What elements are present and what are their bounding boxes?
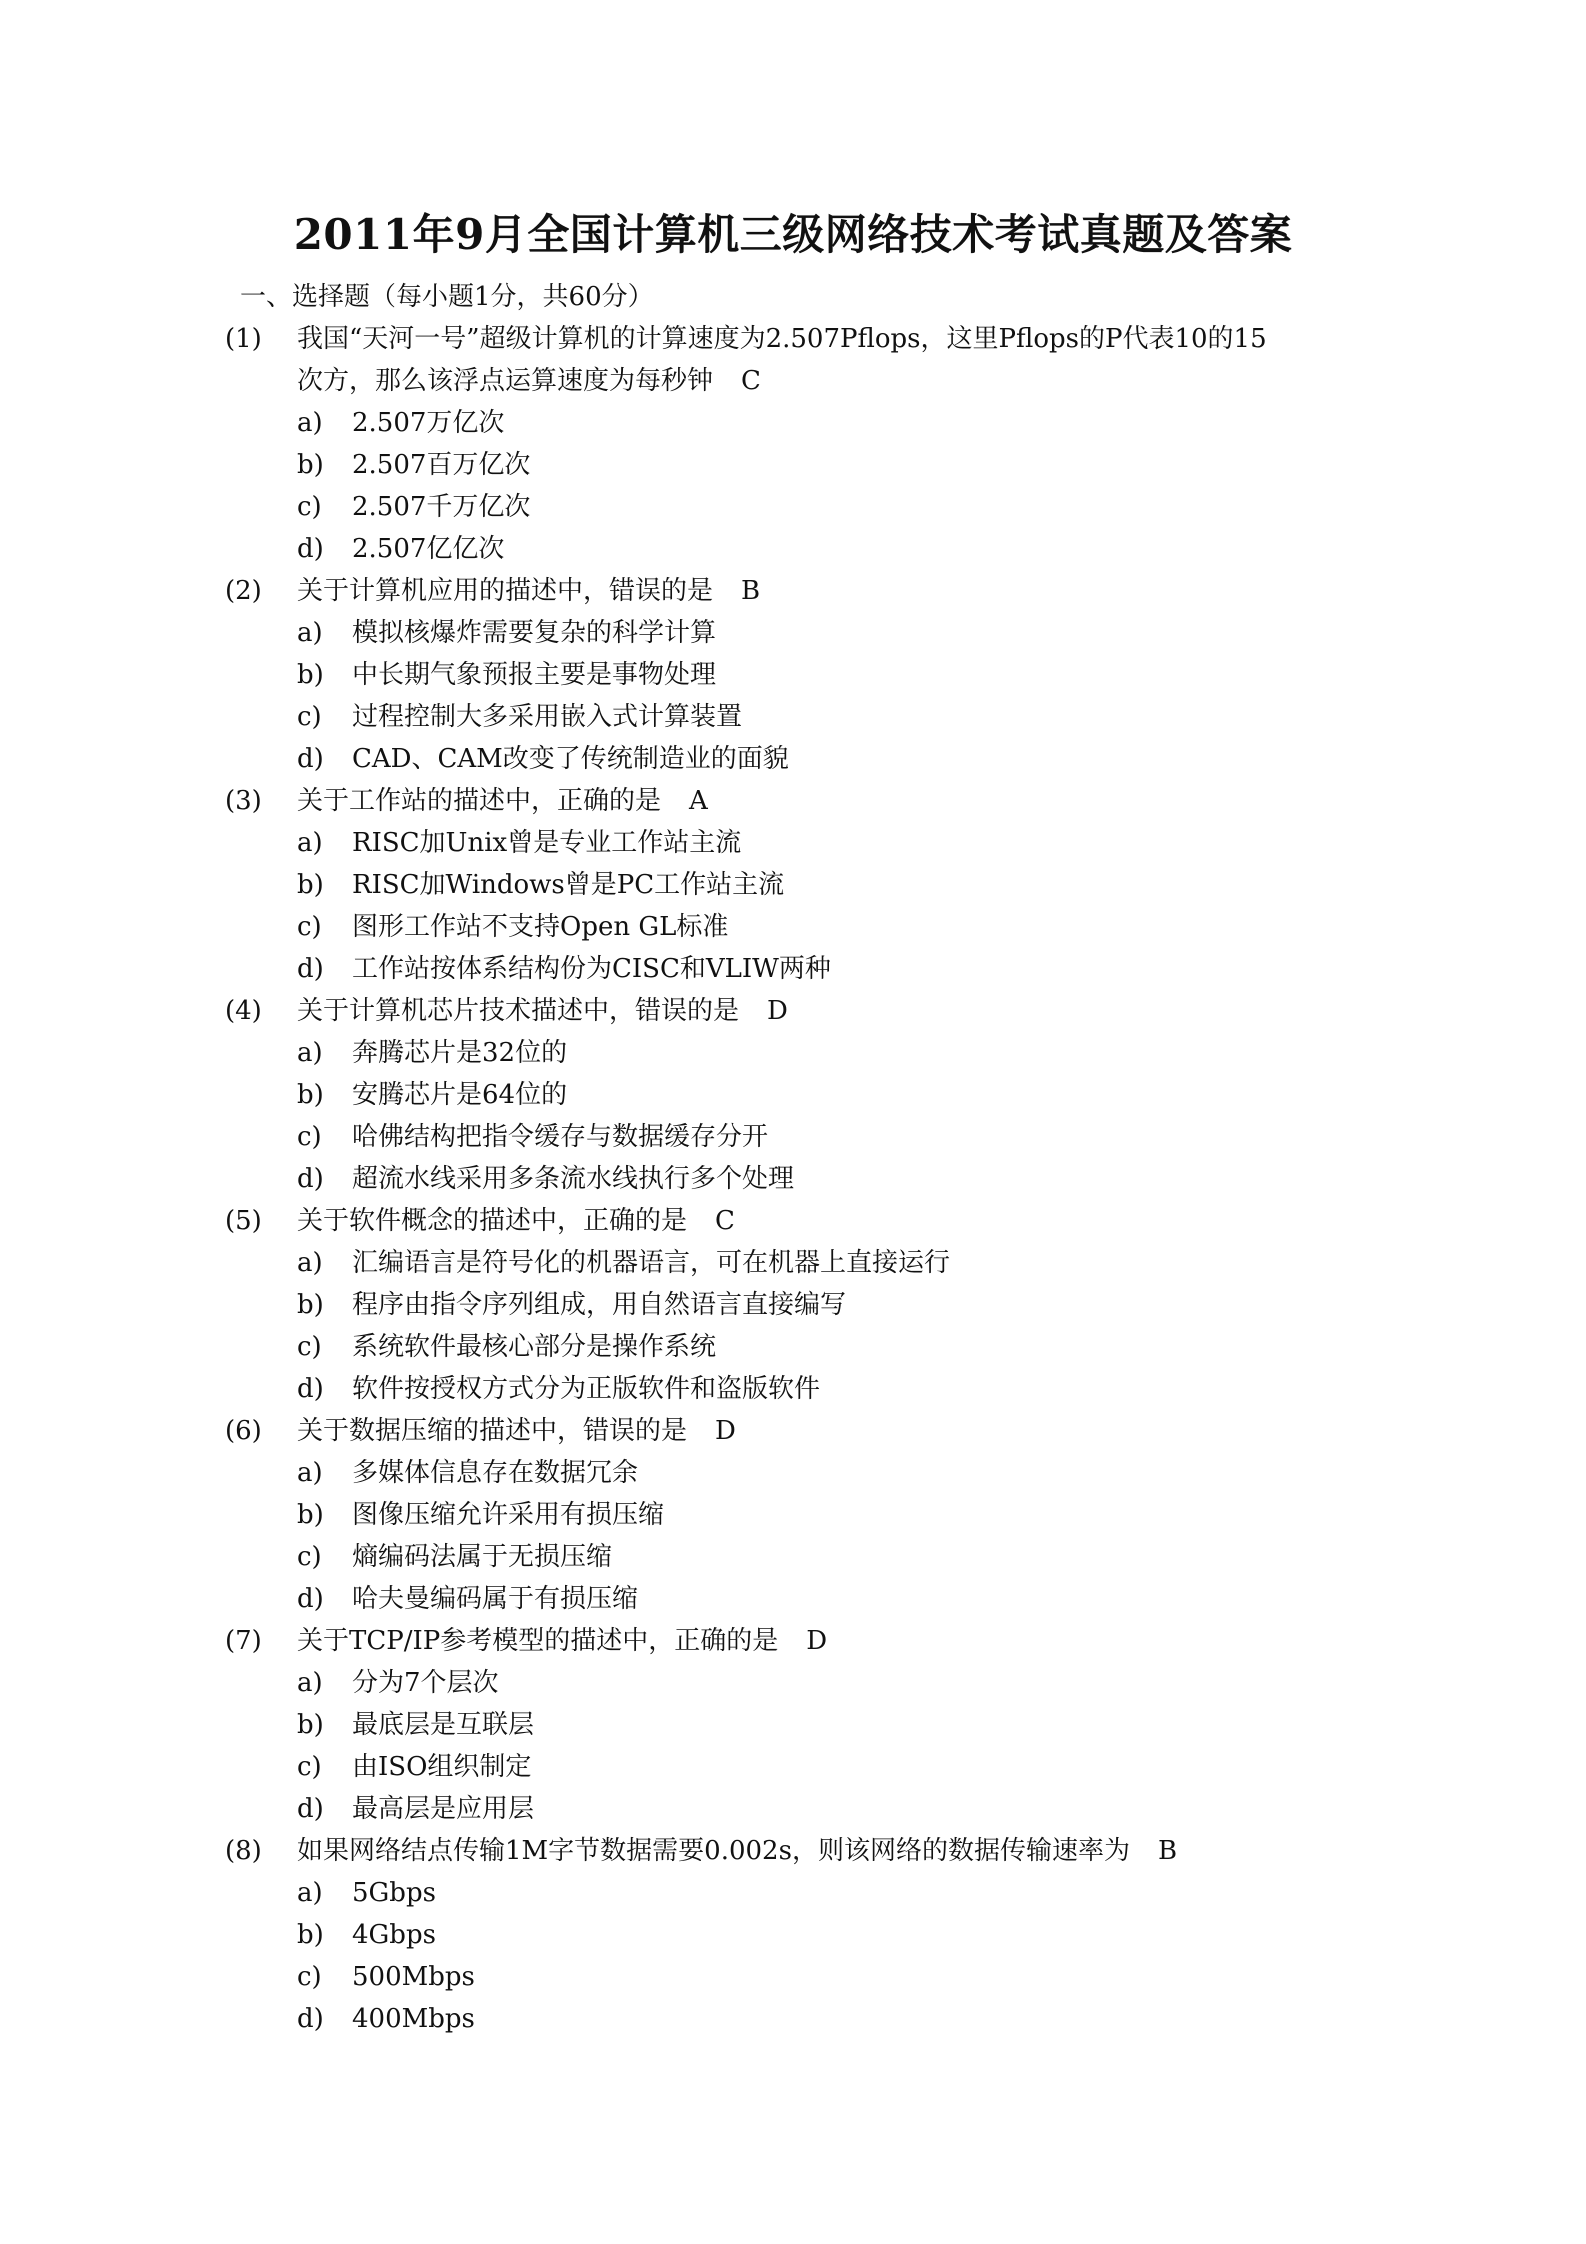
option-text: 模拟核爆炸需要复杂的科学计算: [352, 618, 717, 648]
option-letter: c): [297, 702, 322, 732]
option-letter: a): [297, 1458, 323, 1488]
option-item: [0, 1536, 1586, 1578]
answer-key: D: [715, 1416, 736, 1446]
question-item: [0, 1620, 1586, 1830]
option-text: RISC加Unix曾是专业工作站主流: [352, 828, 742, 858]
answer-key: B: [1157, 1836, 1178, 1866]
question-text: 关于工作站的描述中，正确的是 A: [297, 786, 708, 816]
section-heading: 一、选择题（每小题1分，共60分）: [240, 282, 654, 312]
option-text: 过程控制大多采用嵌入式计算装置: [352, 702, 743, 732]
question-item: [0, 1200, 1586, 1410]
option-item: [0, 1872, 1586, 1914]
option-text: 5Gbps: [352, 1878, 436, 1908]
option-letter: a): [297, 408, 323, 438]
option-letter: b): [297, 1500, 324, 1530]
question-stem-line: [0, 780, 1586, 822]
option-letter: c): [297, 1752, 322, 1782]
answer-key: C: [741, 366, 761, 396]
option-text: 超流水线采用多条流水线执行多个处理: [352, 1164, 795, 1194]
option-text: 图像压缩允许采用有损压缩: [352, 1500, 665, 1530]
option-item: [0, 1914, 1586, 1956]
option-letter: d): [297, 744, 324, 774]
option-text: 2.507亿亿次: [352, 534, 505, 564]
question-text: 关于计算机芯片技术描述中，错误的是 D: [297, 996, 788, 1026]
option-item: [0, 1032, 1586, 1074]
option-text: 分为7个层次: [352, 1668, 499, 1698]
option-text: 最高层是应用层: [352, 1794, 535, 1824]
option-text: 400Mbps: [352, 2004, 475, 2034]
question-number: (3): [225, 786, 262, 816]
option-letter: c): [297, 912, 322, 942]
option-text: 4Gbps: [352, 1920, 436, 1950]
question-stem-line: [0, 318, 1586, 360]
question-number: (5): [225, 1206, 262, 1236]
question-number: (4): [225, 996, 262, 1026]
question-number: (7): [225, 1626, 262, 1656]
option-text: 最底层是互联层: [352, 1710, 535, 1740]
option-item: [0, 1494, 1586, 1536]
answer-key: D: [767, 996, 788, 1026]
question-number: (8): [225, 1836, 262, 1866]
answer-key: C: [715, 1206, 735, 1236]
option-letter: d): [297, 1164, 324, 1194]
option-text: 哈佛结构把指令缓存与数据缓存分开: [352, 1122, 769, 1152]
option-text: 程序由指令序列组成，用自然语言直接编写: [352, 1290, 847, 1320]
question-text: 我国“天河一号”超级计算机的计算速度为2.507Pflops，这里Pflops的P代表10的15: [297, 324, 1267, 354]
option-text: 系统软件最核心部分是操作系统: [352, 1332, 717, 1362]
option-letter: d): [297, 534, 324, 564]
question-item: [0, 1830, 1586, 2040]
option-item: [0, 654, 1586, 696]
option-item: [0, 1746, 1586, 1788]
question-list: [0, 318, 1586, 2040]
answer-key: B: [741, 576, 761, 606]
option-text: 中长期气象预报主要是事物处理: [352, 660, 717, 690]
question-text: 关于TCP/IP参考模型的描述中，正确的是 D: [297, 1626, 828, 1656]
question-text: 关于软件概念的描述中，正确的是 C: [297, 1206, 735, 1236]
question-text: 如果网络结点传输1M字节数据需要0.002s，则该网络的数据传输速率为 B: [297, 1836, 1178, 1866]
question-item: [0, 990, 1586, 1200]
option-text: 汇编语言是符号化的机器语言，可在机器上直接运行: [352, 1248, 951, 1278]
option-item: [0, 1452, 1586, 1494]
question-stem-line: [0, 1410, 1586, 1452]
option-text: CAD、CAM改变了传统制造业的面貌: [352, 744, 789, 774]
question-item: [0, 318, 1586, 570]
question-stem-line: [0, 1620, 1586, 1662]
option-letter: c): [297, 1542, 322, 1572]
option-item: [0, 1368, 1586, 1410]
option-text: 多媒体信息存在数据冗余: [352, 1458, 639, 1488]
option-letter: b): [297, 660, 324, 690]
option-letter: a): [297, 1038, 323, 1068]
question-number: (1): [225, 324, 262, 354]
option-letter: d): [297, 1374, 324, 1404]
option-letter: c): [297, 1962, 322, 1992]
question-item: [0, 1410, 1586, 1620]
option-letter: b): [297, 1290, 324, 1320]
option-text: 2.507千万亿次: [352, 492, 531, 522]
option-item: [0, 444, 1586, 486]
option-text: 安腾芯片是64位的: [352, 1080, 568, 1110]
option-item: [0, 906, 1586, 948]
option-letter: a): [297, 828, 323, 858]
option-item: [0, 612, 1586, 654]
option-item: [0, 1284, 1586, 1326]
question-text: 次方，那么该浮点运算速度为每秒钟 C: [297, 366, 761, 396]
question-stem-line: [0, 1830, 1586, 1872]
option-item: [0, 1326, 1586, 1368]
option-letter: c): [297, 492, 322, 522]
option-letter: b): [297, 450, 324, 480]
option-text: 工作站按体系结构份为CISC和VLIW两种: [352, 954, 831, 984]
option-letter: b): [297, 1920, 324, 1950]
option-item: [0, 1242, 1586, 1284]
option-text: 2.507万亿次: [352, 408, 505, 438]
option-letter: c): [297, 1122, 322, 1152]
option-item: [0, 1956, 1586, 1998]
option-item: [0, 822, 1586, 864]
option-letter: b): [297, 870, 324, 900]
option-item: [0, 1158, 1586, 1200]
option-item: [0, 528, 1586, 570]
option-text: 软件按授权方式分为正版软件和盗版软件: [352, 1374, 821, 1404]
option-item: [0, 864, 1586, 906]
option-text: 哈夫曼编码属于有损压缩: [352, 1584, 639, 1614]
option-text: 图形工作站不支持Open GL标准: [352, 912, 729, 942]
option-item: [0, 1116, 1586, 1158]
option-letter: d): [297, 954, 324, 984]
option-item: [0, 738, 1586, 780]
option-letter: a): [297, 1878, 323, 1908]
option-letter: d): [297, 1584, 324, 1614]
option-text: 2.507百万亿次: [352, 450, 531, 480]
question-item: [0, 780, 1586, 990]
question-stem-line: [0, 570, 1586, 612]
answer-key: D: [806, 1626, 828, 1656]
option-item: [0, 402, 1586, 444]
option-item: [0, 1704, 1586, 1746]
option-item: [0, 1998, 1586, 2040]
question-stem-line: [0, 990, 1586, 1032]
option-item: [0, 696, 1586, 738]
option-item: [0, 1074, 1586, 1116]
option-item: [0, 948, 1586, 990]
option-letter: b): [297, 1080, 324, 1110]
option-letter: d): [297, 1794, 324, 1824]
answer-key: A: [689, 786, 708, 816]
option-letter: b): [297, 1710, 324, 1740]
question-number: (6): [225, 1416, 262, 1446]
question-stem-line: [0, 1200, 1586, 1242]
option-text: RISC加Windows曾是PC工作站主流: [352, 870, 785, 900]
option-letter: d): [297, 2004, 324, 2034]
question-number: (2): [225, 576, 262, 606]
option-item: [0, 1662, 1586, 1704]
page-title: 2011年9月全国计算机三级网络技术考试真题及答案: [293, 210, 1293, 259]
option-letter: a): [297, 1248, 323, 1278]
option-text: 500Mbps: [352, 1962, 475, 1992]
question-item: [0, 570, 1586, 780]
option-text: 熵编码法属于无损压缩: [352, 1542, 613, 1572]
option-letter: c): [297, 1332, 322, 1362]
question-text: 关于计算机应用的描述中，错误的是 B: [297, 576, 761, 606]
option-item: [0, 1788, 1586, 1830]
option-text: 由ISO组织制定: [352, 1752, 532, 1782]
option-letter: a): [297, 1668, 323, 1698]
option-text: 奔腾芯片是32位的: [352, 1038, 568, 1068]
option-item: [0, 486, 1586, 528]
option-item: [0, 1578, 1586, 1620]
option-letter: a): [297, 618, 323, 648]
question-stem-continuation: [0, 360, 1586, 402]
question-text: 关于数据压缩的描述中，错误的是 D: [297, 1416, 736, 1446]
